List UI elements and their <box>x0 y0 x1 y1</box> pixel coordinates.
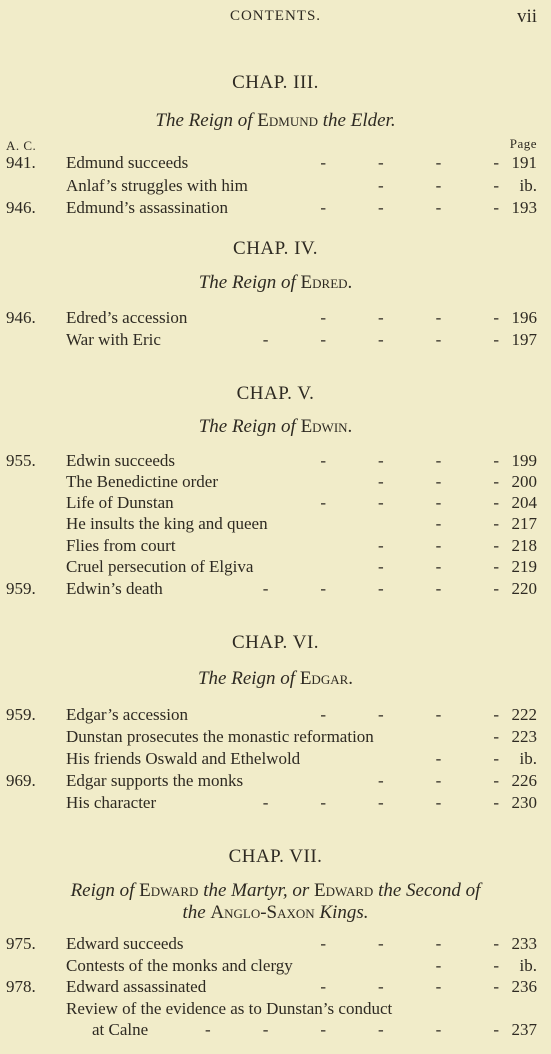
toc-topic: at Calne <box>92 1020 149 1039</box>
toc-topic: Edwin’s death <box>66 579 163 598</box>
leader-dashes: - <box>493 727 501 746</box>
leader-dashes: - - - - <box>320 934 501 953</box>
chapter-title-prefix: The Reign of <box>198 272 296 293</box>
toc-entry <box>0 176 551 198</box>
toc-page: 200 <box>511 472 537 491</box>
leader-dashes: - - <box>435 749 501 768</box>
chapter-title <box>0 272 551 294</box>
toc-year: 955. <box>6 451 36 470</box>
toc-page: 217 <box>511 514 537 533</box>
toc-page: 226 <box>511 771 537 790</box>
toc-entry <box>0 999 551 1021</box>
toc-page: 204 <box>511 493 537 512</box>
toc-topic: Review of the evidence as to Dunstan’s conduct <box>66 999 393 1018</box>
leader-dashes: - - <box>435 514 501 533</box>
running-head <box>0 8 551 28</box>
toc-page: 199 <box>511 451 537 470</box>
toc-topic: Edred’s accession <box>66 308 188 327</box>
running-head-title: CONTENTS. <box>229 8 322 24</box>
chapter-title-name: Edwin. <box>300 416 353 437</box>
leader-dashes: - - <box>435 956 501 975</box>
chapter-title-text: Kings. <box>319 902 369 923</box>
toc-entry <box>0 727 551 749</box>
toc-year: 969. <box>6 771 36 790</box>
chapter-title-prefix: The Reign of <box>155 110 253 131</box>
toc-year: 946. <box>6 198 36 217</box>
leader-dashes: - - - - <box>320 705 501 724</box>
leader-dashes: - - - <box>378 176 501 195</box>
toc-year: 941. <box>6 153 36 172</box>
toc-entry <box>0 956 551 978</box>
leader-dashes: - - - <box>378 536 501 555</box>
chapter-title-prefix: The Reign of <box>197 668 296 689</box>
toc-year: 975. <box>6 934 36 953</box>
leader-dashes: - - - - <box>320 977 501 996</box>
chapter-title-name: Edward <box>314 880 374 901</box>
chapter-title-suffix: the Elder. <box>322 110 396 131</box>
chapter-title-name: Anglo-Saxon <box>210 902 315 923</box>
toc-year: 946. <box>6 308 36 327</box>
toc-entry <box>0 934 551 956</box>
toc-year: 959. <box>6 705 36 724</box>
toc-page: 230 <box>511 793 537 812</box>
year-column-head: A. C. <box>6 138 37 153</box>
toc-topic: His friends Oswald and Ethelwold <box>66 749 301 768</box>
chapter-title-text: the Martyr, or <box>203 880 310 901</box>
leader-dashes: - - - - - <box>262 579 501 598</box>
toc-topic: War with Eric <box>66 330 161 349</box>
toc-page: 193 <box>511 198 537 217</box>
toc-page: 219 <box>511 557 537 576</box>
toc-page: 236 <box>511 977 537 996</box>
toc-entry <box>0 472 551 494</box>
toc-page: 233 <box>511 934 537 953</box>
toc-page: ib. <box>519 176 537 195</box>
toc-topic: Edgar’s accession <box>66 705 188 724</box>
toc-page: ib. <box>519 749 537 768</box>
chapter-title-text: the Second of <box>378 880 481 901</box>
toc-topic: Flies from court <box>66 536 176 555</box>
toc-page: 220 <box>511 579 537 598</box>
leader-dashes: - - - - - <box>262 793 501 812</box>
chapter-heading: CHAP. VII. <box>228 846 323 867</box>
toc-year: 978. <box>6 977 36 996</box>
toc-entry <box>0 308 551 330</box>
chapter-title-text: the <box>182 902 206 923</box>
toc-topic: Dunstan prosecutes the monastic reformation <box>66 727 374 746</box>
chapter-title <box>0 110 551 132</box>
chapter-title-name: Edmund <box>257 110 318 131</box>
toc-entry <box>0 330 551 352</box>
toc-entry <box>0 705 551 727</box>
toc-topic: Life of Dunstan <box>66 493 174 512</box>
toc-topic: Cruel persecution of Elgiva <box>66 557 254 576</box>
toc-entry <box>0 579 551 601</box>
toc-page: 218 <box>511 536 537 555</box>
leader-dashes: - - - <box>378 472 501 491</box>
toc-page: 196 <box>511 308 537 327</box>
chapter-heading: CHAP. V. <box>236 383 315 404</box>
toc-topic: Anlaf’s struggles with him <box>66 176 248 195</box>
toc-entry <box>0 153 551 175</box>
toc-topic: Edmund’s assassination <box>66 198 228 217</box>
toc-topic: Edgar supports the monks <box>66 771 244 790</box>
toc-topic: The Benedictine order <box>66 472 218 491</box>
chapter-title-line-2 <box>0 902 551 924</box>
toc-topic: Edward succeeds <box>66 934 184 953</box>
toc-page: 237 <box>511 1020 537 1039</box>
chapter-title-name: Edred. <box>300 272 353 293</box>
chapter-title-line-1 <box>0 880 551 902</box>
toc-entry <box>0 977 551 999</box>
toc-topic: Edwin succeeds <box>66 451 176 470</box>
chapter-heading: CHAP. IV. <box>233 238 318 259</box>
toc-page: 223 <box>511 727 537 746</box>
chapter-title-prefix: The Reign of <box>198 416 296 437</box>
page-number: vii <box>516 6 537 27</box>
toc-year: 959. <box>6 579 36 598</box>
leader-dashes: - - - - <box>320 308 501 327</box>
toc-entry <box>0 557 551 579</box>
toc-page: 191 <box>511 153 537 172</box>
toc-topic: Contests of the monks and clergy <box>66 956 293 975</box>
toc-topic: Edmund succeeds <box>66 153 189 172</box>
toc-entry <box>0 1020 551 1042</box>
toc-entry <box>0 771 551 793</box>
chapter-title-name: Edward <box>139 880 199 901</box>
toc-topic: He insults the king and queen <box>66 514 268 533</box>
chapter-title <box>0 416 551 438</box>
chapter-heading: CHAP. III. <box>232 72 319 93</box>
toc-entry <box>0 749 551 771</box>
leader-dashes: - - - <box>378 557 501 576</box>
toc-entry <box>0 493 551 515</box>
chapter-title-name: Edgar. <box>299 668 354 689</box>
toc-entry <box>0 451 551 473</box>
leader-dashes: - - - - <box>320 153 501 172</box>
leader-dashes: - - - - - - <box>205 1020 501 1039</box>
leader-dashes: - - - - <box>320 493 501 512</box>
toc-entry <box>0 514 551 536</box>
leader-dashes: - - - - - <box>262 330 501 349</box>
toc-entry <box>0 536 551 558</box>
toc-topic: Edward assassinated <box>66 977 207 996</box>
toc-page: ib. <box>519 956 537 975</box>
toc-entry <box>0 793 551 815</box>
toc-page: 197 <box>511 330 537 349</box>
chapter-heading: CHAP. VI. <box>231 632 320 653</box>
page-column-head: Page <box>509 136 537 151</box>
toc-page: 222 <box>511 705 537 724</box>
chapter-title-text: Reign of <box>70 880 135 901</box>
leader-dashes: - - - <box>378 771 501 790</box>
toc-entry <box>0 198 551 220</box>
chapter-title <box>0 668 551 690</box>
toc-topic: His character <box>66 793 157 812</box>
leader-dashes: - - - - <box>320 451 501 470</box>
leader-dashes: - - - - <box>320 198 501 217</box>
